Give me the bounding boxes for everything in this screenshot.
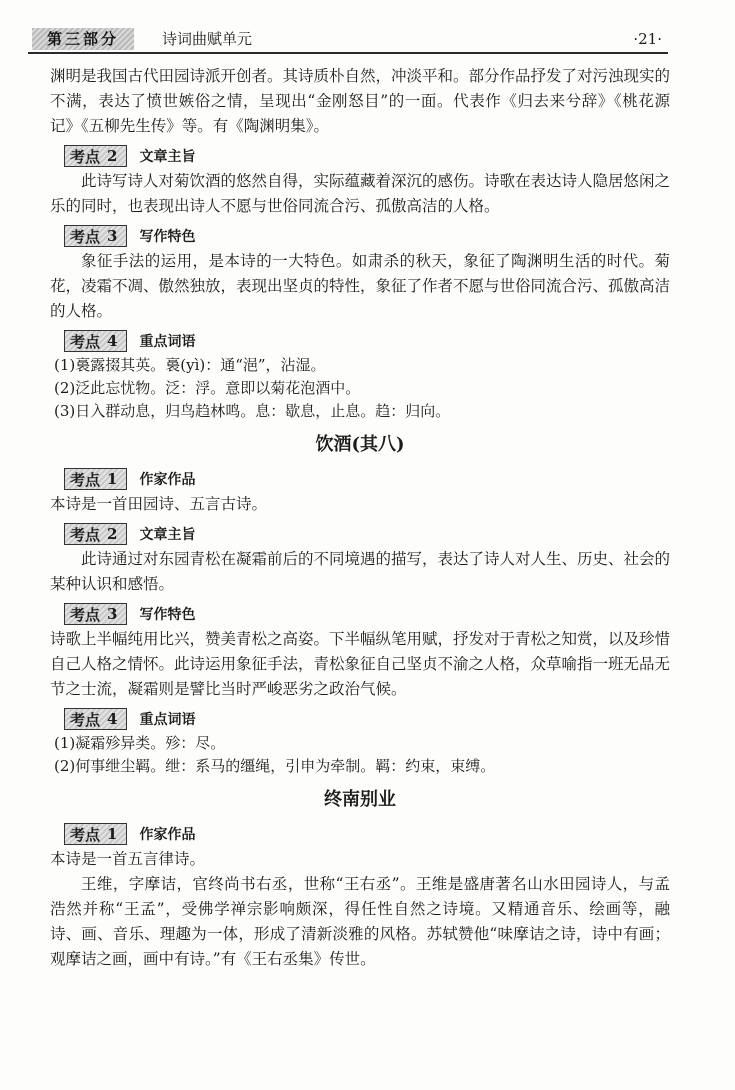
body-paragraph: 诗歌上半幅纯用比兴，赞美青松之高姿。下半幅纵笔用赋，抒发对于青松之知赏，以及珍惜自己人格之情怀。此诗运用象征手法，青松象征自己坚贞不渝之人格，众草喻指一班无品无节之士流，凝霜则是譬比当时严峻恶劣之政治气候。 xyxy=(50,630,671,698)
kaodian-number: 4 xyxy=(107,332,118,350)
body-paragraph: 象征手法的运用，是本诗的一大特色。如肃杀的秋天，象征了陶渊明生活的时代。菊花，凌霜不凋、傲然独放，表现出坚贞的特性，象征了作者不愿与世俗同流合污、孤傲高洁的人格。 xyxy=(50,252,671,320)
kaodian-number: 4 xyxy=(107,710,118,728)
kaodian-badge xyxy=(64,225,127,247)
vocab-item: (2)泛此忘忧物。泛：浮。意即以菊花泡酒中。 xyxy=(54,379,361,397)
body-paragraph: 此诗通过对东园青松在凝霜前后的不同境遇的描写，表达了诗人对人生、历史、社会的某种认识和感悟。 xyxy=(50,550,671,593)
section-title: 终南别业 xyxy=(324,789,396,810)
kaodian-label: 考点 xyxy=(70,605,101,624)
kaodian-badge xyxy=(64,823,127,845)
kaodian-badge xyxy=(64,145,127,167)
kaodian-number: 3 xyxy=(107,605,118,623)
body-paragraph: 王维，字摩诘，官终尚书右丞，世称“王右丞”。王维是盛唐著名山水田园诗人，与孟浩然并称“王孟”，受佛学禅宗影响颇深，得任性自然之诗境。又精通音乐、绘画等，融诗、画、音乐、理趣为一体，形成了清新淡雅的风格。苏轼赞他“味摩诘之诗，诗中有画；观摩诘之画，画中有诗。”有《王右丞集》传世。 xyxy=(50,875,670,968)
body-paragraph: 本诗是一首五言律诗。 xyxy=(50,850,206,868)
kaodian-badge xyxy=(64,468,127,490)
kaodian-label: 考点 xyxy=(70,470,101,489)
vocab-item: (1)凝霜殄异类。殄：尽。 xyxy=(54,734,226,752)
kaodian-number: 2 xyxy=(107,525,118,543)
kaodian-title: 作家作品 xyxy=(139,827,196,843)
kaodian-title: 重点词语 xyxy=(139,334,196,350)
kaodian-badge xyxy=(64,708,127,730)
kaodian-title: 写作特色 xyxy=(139,229,196,245)
unit-title: 诗词曲赋单元 xyxy=(162,30,253,48)
kaodian-label: 考点 xyxy=(70,825,101,844)
kaodian-label: 考点 xyxy=(70,332,101,351)
page-body xyxy=(50,64,670,972)
kaodian-number: 1 xyxy=(107,825,118,843)
kaodian-heading xyxy=(64,604,670,624)
vocab-item: (3)日入群动息，归鸟趋林鸣。息：歇息，止息。趋：归向。 xyxy=(54,402,451,420)
kaodian-label: 考点 xyxy=(70,227,101,246)
kaodian-badge xyxy=(64,603,127,625)
kaodian-heading xyxy=(64,709,670,729)
kaodian-heading xyxy=(64,469,670,489)
kaodian-title: 文章主旨 xyxy=(139,527,196,543)
intro-paragraph: 渊明是我国古代田园诗派开创者。其诗质朴自然，冲淡平和。部分作品抒发了对污浊现实的不满，表达了愤世嫉俗之情，呈现出“金刚怒目”的一面。代表作《归去来兮辞》《桃花源记》《五柳先生传》等。有《陶渊明集》。 xyxy=(50,67,671,135)
body-paragraph: 本诗是一首田园诗、五言古诗。 xyxy=(50,495,268,513)
kaodian-badge xyxy=(64,523,127,545)
page-header xyxy=(28,26,668,54)
part-label: 第三部分 xyxy=(32,28,134,50)
kaodian-label: 考点 xyxy=(70,147,101,166)
section-title: 饮酒(其八) xyxy=(315,434,405,455)
kaodian-title: 作家作品 xyxy=(139,472,196,488)
body-paragraph: 此诗写诗人对菊饮酒的悠然自得，实际蕴藏着深沉的感伤。诗歌在表达诗人隐居悠闲之乐的同时，也表现出诗人不愿与世俗同流合污、孤傲高洁的人格。 xyxy=(50,172,671,215)
kaodian-title: 重点词语 xyxy=(139,712,196,728)
kaodian-number: 1 xyxy=(107,470,118,488)
kaodian-heading xyxy=(64,331,670,351)
kaodian-heading xyxy=(64,524,670,544)
kaodian-number: 2 xyxy=(107,147,118,165)
kaodian-label: 考点 xyxy=(70,525,101,544)
kaodian-number: 3 xyxy=(107,227,118,245)
kaodian-badge xyxy=(64,330,127,352)
vocab-item: (2)何事绁尘羁。绁：系马的缰绳，引申为牵制。羁：约束，束缚。 xyxy=(54,757,496,775)
kaodian-heading xyxy=(64,824,670,844)
kaodian-heading xyxy=(64,146,670,166)
kaodian-heading xyxy=(64,226,670,246)
page-number: ·21· xyxy=(633,30,662,48)
kaodian-title: 写作特色 xyxy=(139,607,196,623)
kaodian-label: 考点 xyxy=(70,710,101,729)
kaodian-title: 文章主旨 xyxy=(139,149,196,165)
vocab-item: (1)裛露掇其英。裛(yì)：通“浥”，沾湿。 xyxy=(54,356,326,374)
